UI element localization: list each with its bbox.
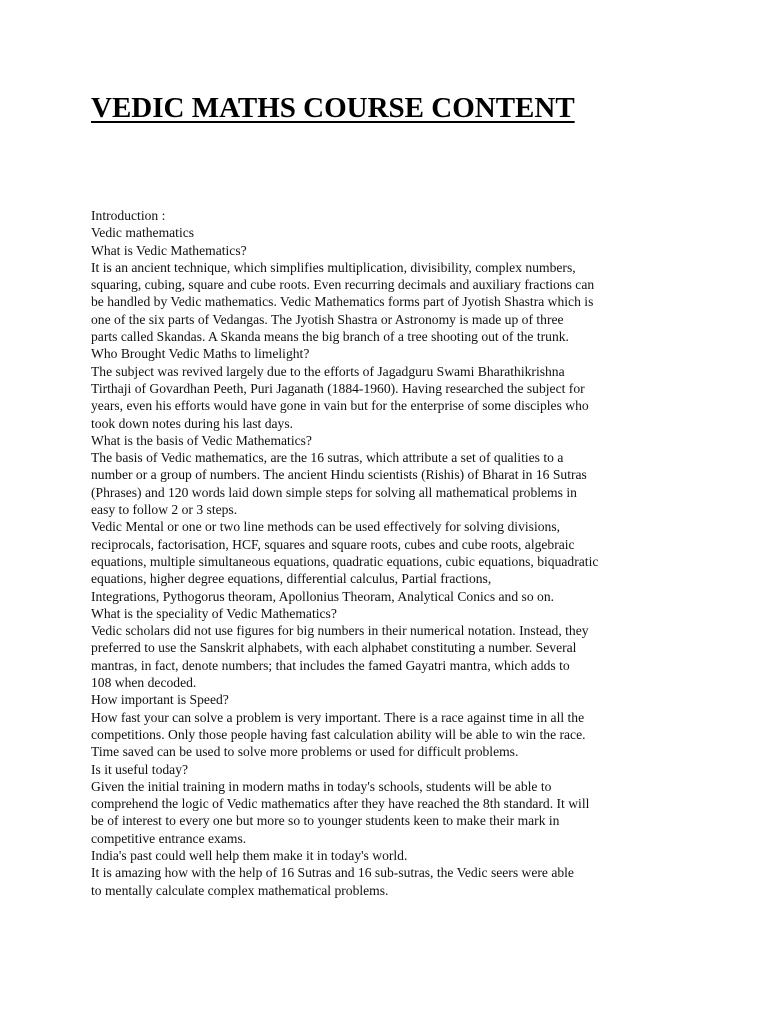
text-line: years, even his efforts would have gone in vain but for the enterprise of some disciples who	[91, 398, 589, 414]
text-line: number or a group of numbers. The ancient Hindu scientists (Rishis) of Bharat in 16 Sutras	[91, 467, 587, 483]
text-line: It is an ancient technique, which simplifies multiplication, divisibility, complex numbers,	[91, 259, 576, 275]
text-line: Given the initial training in modern maths in today's schools, students will be able to	[91, 778, 552, 794]
text-line: squaring, cubing, square and cube roots. Even recurring decimals and auxiliary fractions can	[91, 277, 595, 293]
text-line: What is the basis of Vedic Mathematics?	[91, 432, 312, 448]
text-line: Vedic mathematics	[91, 225, 195, 241]
text-line: competitions. Only those people having fast calculation ability will be able to win the race.	[91, 726, 586, 742]
text-line: 108 when decoded.	[91, 675, 197, 691]
text-line: be of interest to every one but more so to younger students keen to make their mark in	[91, 813, 560, 829]
text-line: The subject was revived largely due to the efforts of Jagadguru Swami Bharathikrishna	[91, 363, 565, 379]
text-line: be handled by Vedic mathematics. Vedic Mathematics forms part of Jyotish Shastra which is	[91, 294, 594, 310]
text-line: Introduction :	[91, 208, 166, 223]
text-line: one of the six parts of Vedangas. The Jyotish Shastra or Astronomy is made up of three	[91, 311, 564, 327]
text-line: to mentally calculate complex mathematical problems.	[91, 882, 389, 898]
document-title: VEDIC MATHS COURSE CONTENT	[91, 92, 575, 124]
text-line: Tirthaji of Govardhan Peeth, Puri Jaganath (1884-1960). Having researched the subject for	[91, 380, 585, 396]
text-line: took down notes during his last days.	[91, 415, 294, 431]
text-line: Is it useful today?	[91, 761, 189, 777]
text-line: comprehend the logic of Vedic mathematics after they have reached the 8th standard. It will	[91, 796, 590, 812]
text-line: What is Vedic Mathematics?	[91, 242, 247, 258]
text-line: How important is Speed?	[91, 692, 229, 708]
text-line: How fast your can solve a problem is very important. There is a race against time in all the	[91, 709, 585, 725]
text-line: India's past could well help them make it in today's world.	[91, 847, 408, 863]
text-line: Who Brought Vedic Maths to limelight?	[91, 346, 310, 362]
text-line: It is amazing how with the help of 16 Sutras and 16 sub-sutras, the Vedic seers were able	[91, 865, 574, 881]
text-line: What is the speciality of Vedic Mathematics?	[91, 605, 337, 621]
text-line: equations, multiple simultaneous equations, quadratic equations, cubic equations, biquadratic	[91, 553, 599, 569]
text-line: parts called Skandas. A Skanda means the big branch of a tree shooting out of the trunk.	[91, 329, 569, 345]
text-line: equations, higher degree equations, differential calculus, Partial fractions,	[91, 571, 492, 587]
text-line: easy to follow 2 or 3 steps.	[91, 502, 238, 518]
text-line: Time saved can be used to solve more problems or used for difficult problems.	[91, 744, 519, 760]
text-line: competitive entrance exams.	[91, 830, 247, 846]
text-line: mantras, in fact, denote numbers; that includes the famed Gayatri mantra, which adds to	[91, 657, 570, 673]
text-line: preferred to use the Sanskrit alphabets, with each alphabet constituting a number. Several	[91, 640, 577, 656]
text-line: (Phrases) and 120 words laid down simple steps for solving all mathematical problems in	[91, 484, 577, 500]
text-line: Vedic scholars did not use figures for big numbers in their numerical notation. Instead, they	[91, 623, 589, 639]
text-line: The basis of Vedic mathematics, are the 16 sutras, which attribute a set of qualities to a	[91, 450, 564, 466]
document-body	[91, 207, 671, 899]
text-line: Integrations, Pythogorus theoram, Apollonius Theoram, Analytical Conics and so on.	[91, 588, 555, 604]
text-line: Vedic Mental or one or two line methods can be used effectively for solving divisions,	[91, 519, 561, 535]
text-line: reciprocals, factorisation, HCF, squares and square roots, cubes and cube roots, algebraic	[91, 536, 575, 552]
